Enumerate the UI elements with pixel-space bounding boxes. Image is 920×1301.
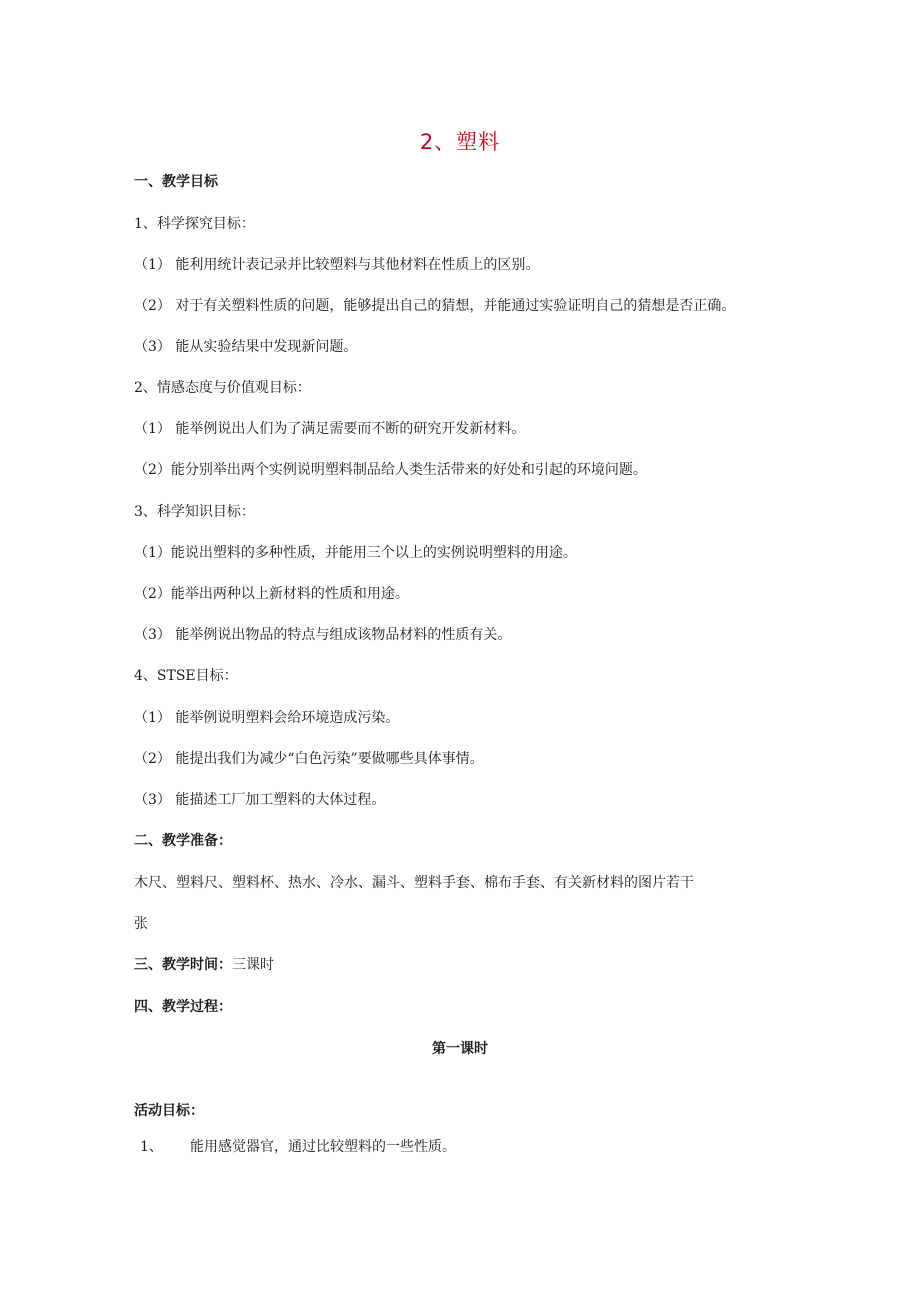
- goal-group-3-label: 3、科学知识目标：: [134, 504, 255, 520]
- materials-line-2: 张: [134, 916, 148, 932]
- section-time-value: 三课时: [232, 957, 274, 973]
- goal-1-item-2: （2） 对于有关塑料性质的问题，能够提出自己的猜想，并能通过实验证明自己的猜想是否正确。: [134, 298, 736, 314]
- section-preparation-heading: 二、教学准备：: [134, 833, 232, 849]
- section-teaching-goals-heading: 一、教学目标: [134, 174, 218, 190]
- section-process-heading: 四、教学过程：: [134, 999, 232, 1015]
- activity-goal-item-1-text: 能用感觉器官，通过比较塑料的一些性质。: [190, 1139, 456, 1155]
- goal-3-item-2: （2）能举出两种以上新材料的性质和用途。: [134, 586, 409, 602]
- goal-4-item-3: （3） 能描述工厂加工塑料的大体过程。: [134, 792, 386, 808]
- goal-3-item-3: （3） 能举例说出物品的特点与组成该物品材料的性质有关。: [134, 627, 512, 643]
- goal-1-item-1: （1） 能利用统计表记录并比较塑料与其他材料在性质上的区别。: [134, 257, 540, 273]
- goal-3-item-1: （1）能说出塑料的多种性质，并能用三个以上的实例说明塑料的用途。: [134, 545, 577, 561]
- goal-4-item-2: （2） 能提出我们为减少“白色污染”要做哪些具体事情。: [134, 751, 484, 767]
- section-time: [134, 955, 274, 975]
- activity-goals-label: 活动目标：: [134, 1103, 204, 1119]
- section-time-heading: 三、教学时间：: [134, 957, 232, 973]
- activity-goal-item-1-number: 1、: [140, 1139, 163, 1155]
- goal-4-item-1: （1） 能举例说明塑料会给环境造成污染。: [134, 710, 400, 726]
- goal-1-item-3: （3） 能从实验结果中发现新问题。: [134, 339, 358, 355]
- lesson-1-title: 第一课时: [432, 1041, 488, 1057]
- activity-goal-item-1: [134, 1137, 456, 1157]
- goal-group-2-label: 2、情感态度与价值观目标：: [134, 380, 311, 396]
- goal-group-4-label: 4、STSE目标：: [134, 668, 238, 684]
- document-title: 2、塑料: [419, 130, 501, 154]
- materials-line-1: 木尺、塑料尺、塑料杯、热水、冷水、漏斗、塑料手套、棉布手套、有关新材料的图片若干: [134, 875, 694, 891]
- goal-2-item-1: （1） 能举例说出人们为了满足需要而不断的研究开发新材料。: [134, 421, 526, 437]
- goal-group-1-label: 1、科学探究目标：: [134, 216, 255, 232]
- goal-2-item-2: （2）能分别举出两个实例说明塑料制品给人类生活带来的好处和引起的环境问题。: [134, 462, 647, 478]
